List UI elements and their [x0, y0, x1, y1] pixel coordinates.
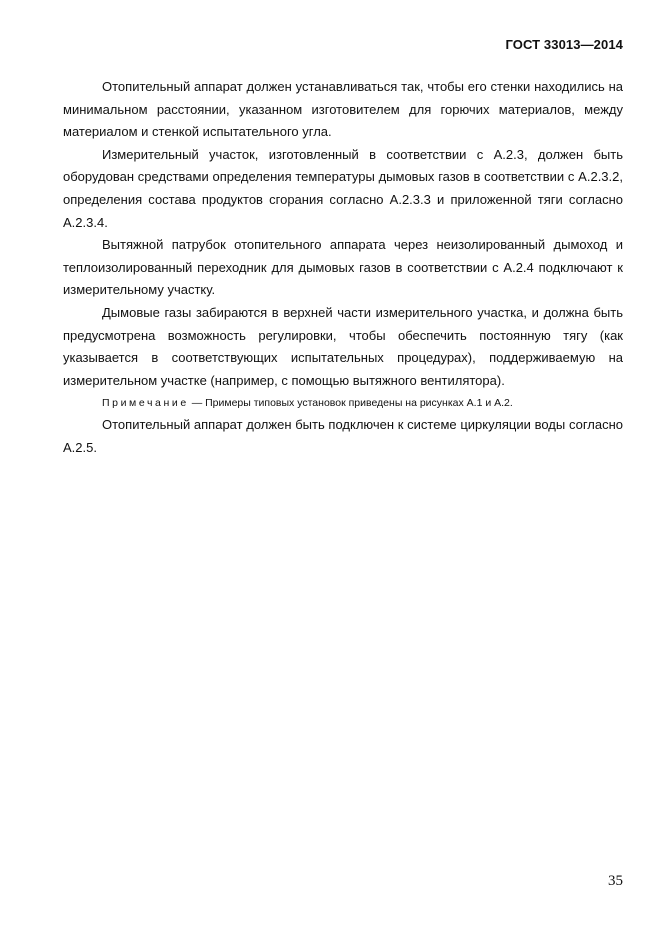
- paragraph-flue-gases: Дымовые газы забираются в верхней части измерительного участка, и должна быть предусмотрена возможность регулировки, чтобы обеспечить постоянную тягу (как указывается в соответствующих испытательных процедурах), поддерживаемую на измерительном участке (например, с помощью вытяжного вентилятора).: [63, 304, 623, 388]
- paragraph-installation: Отопительный аппарат должен устанавливаться так, чтобы его стенки находились на минимальном расстоянии, указанном изготовителем для горючих материалов, между материалом и стенкой испытательного угла.: [63, 79, 623, 140]
- document-header: ГОСТ 33013—2014: [505, 37, 623, 52]
- paragraph-measuring-section: Измерительный участок, изготовленный в соответствии с А.2.3, должен быть оборудован средствами определения температуры дымовых газов в соответствии с А.2.3.2, определения состава продуктов сгорания согласно А.2.3.3 и приложенной тяги согласно А.2.3.4.: [63, 146, 623, 230]
- paragraph-water-circulation: Отопительный аппарат должен быть подключен к системе циркуляции воды согласно А.2.5.: [63, 417, 623, 455]
- note-text: — Примеры типовых установок приведены на рисунках А.1 и А.2.: [191, 397, 513, 410]
- document-body: [63, 76, 623, 460]
- note: [63, 392, 623, 414]
- note-label: Примечание: [102, 397, 189, 410]
- page-number: 35: [608, 873, 623, 889]
- paragraph-exhaust-pipe: Вытяжной патрубок отопительного аппарата через неизолированный дымоход и теплоизолированный переходник для дымовых газов в соответствии с А.2.4 подключают к измерительному участку.: [63, 237, 623, 298]
